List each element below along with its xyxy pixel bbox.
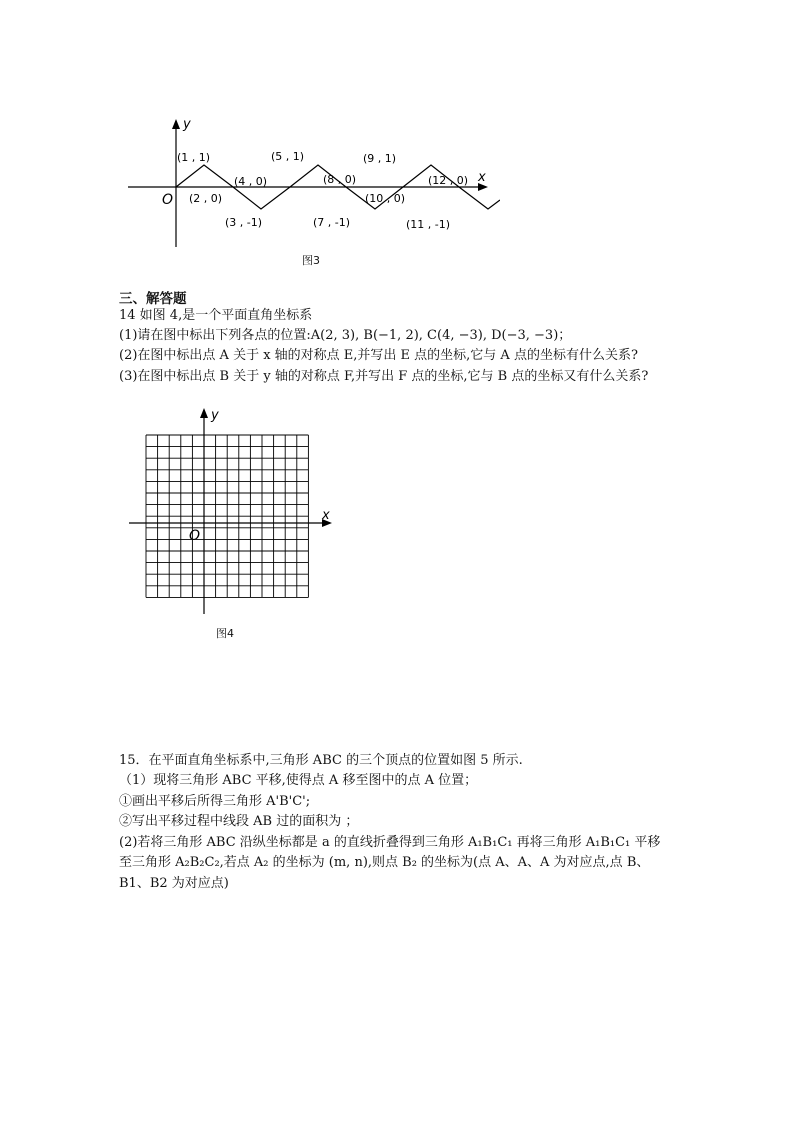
fig3-point-label: (8 , 0) (323, 173, 357, 186)
figure-4 (125, 403, 340, 623)
fig4-grid (146, 435, 308, 597)
q14-part-1: (1)请在图中标出下列各点的位置:A(2, 3), B(−1, 2), C(4, −3), D(−3, −3)； (119, 328, 572, 343)
fig3-point-label: (12 , 0) (428, 174, 469, 187)
fig3-point-label: (9 , 1) (363, 152, 397, 165)
fig4-origin-label: O (189, 528, 201, 544)
fig3-point-label: (10 , 0) (365, 192, 406, 205)
fig3-origin-label: O (162, 192, 174, 208)
fig3-point-label: (7 , -1) (313, 216, 351, 229)
q15-part-5: 至三角形 A₂B₂C₂,若点 A₂ 的坐标为 (m, n),则点 B₂ 的坐标为(点 A、A、A 为对应点,点 B、 (119, 855, 650, 870)
fig3-y-arrow-icon (172, 119, 180, 129)
fig4-caption: 图4 (216, 627, 234, 640)
fig4-axis-x-label: x (322, 508, 330, 523)
q15-part-3: ②写出平移过程中线段 AB 过的面积为 ； (119, 814, 359, 829)
fig3-point-label: (1 , 1) (177, 151, 211, 164)
q15-title: 15．在平面直角坐标系中,三角形 ABC 的三个顶点的位置如图 5 所示. (119, 753, 523, 768)
figure-3 (120, 110, 500, 255)
fig3-point-label: (2 , 0) (189, 192, 223, 205)
fig3-axis-x-label: x (478, 170, 486, 185)
fig3-caption: 图3 (302, 254, 320, 267)
section-heading: 三、解答题 (119, 291, 187, 307)
fig4-y-arrow-icon (200, 408, 208, 418)
q15-part-2: ①画出平移后所得三角形 A'B'C'; (119, 794, 311, 809)
q15-part-6: B1、B2 为对应点) (119, 876, 229, 891)
fig3-point-label: (4 , 0) (234, 175, 268, 188)
q15-part-4: (2)若将三角形 ABC 沿纵坐标都是 a 的直线折叠得到三角形 A₁B₁C₁ 再将三角形 A₁B₁C₁ 平移 (119, 835, 661, 850)
fig3-point-label: (11 , -1) (406, 218, 451, 231)
q14-title: 14 如图 4,是一个平面直角坐标系 (119, 308, 313, 323)
fig3-point-label: (5 , 1) (271, 150, 305, 163)
q14-part-3: (3)在图中标出点 B 关于 y 轴的对称点 F,并写出 F 点的坐标,它与 B 点的坐标又有什么关系? (119, 369, 649, 384)
fig3-point-label: (3 , -1) (225, 216, 263, 229)
fig4-axis-y-label: y (211, 408, 219, 423)
q15-part-1: （1）现将三角形 ABC 平移,使得点 A 移至图中的点 A 位置； (119, 773, 478, 788)
q14-part-2: (2)在图中标出点 A 关于 x 轴的对称点 E,并写出 E 点的坐标,它与 A 点的坐标有什么关系? (119, 348, 638, 363)
fig3-axis-y-label: y (183, 117, 191, 132)
